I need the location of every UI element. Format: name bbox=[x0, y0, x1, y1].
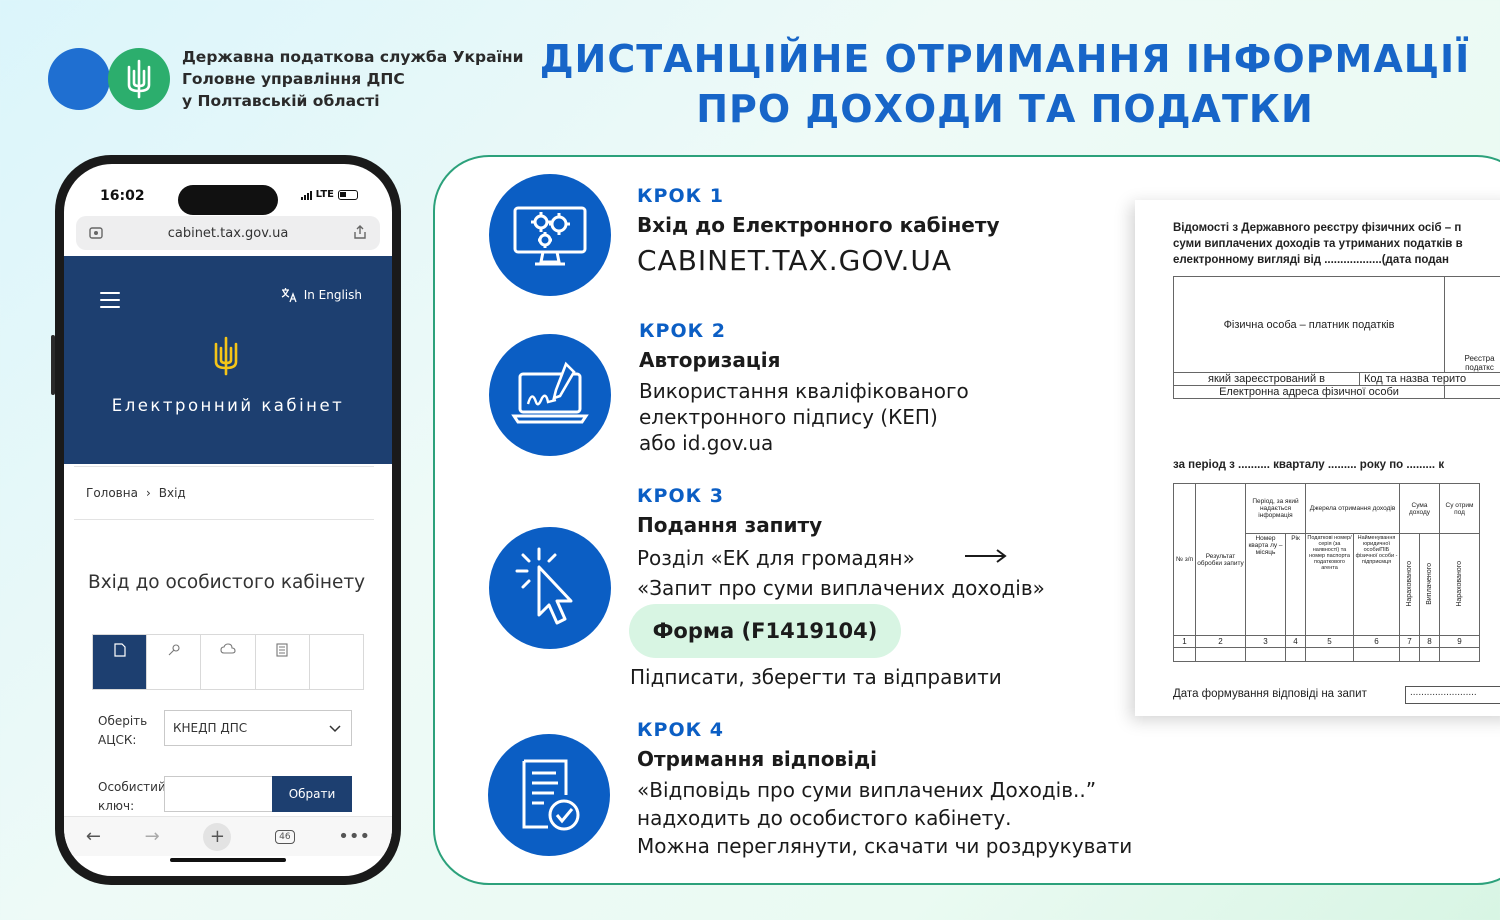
key-file-input[interactable] bbox=[164, 776, 272, 812]
tabs-count[interactable]: 46 bbox=[275, 830, 294, 844]
step-2-line-1: Використання кваліфікованого bbox=[639, 379, 969, 403]
doc-payer-table bbox=[1173, 276, 1500, 399]
acsk-label-line-1: Оберіть bbox=[98, 714, 148, 728]
document-check-icon bbox=[514, 755, 584, 835]
divider bbox=[74, 466, 374, 467]
chevron-down-icon bbox=[329, 722, 341, 734]
network-type: LTE bbox=[315, 189, 334, 200]
step-3-heading: Подання запиту bbox=[637, 513, 823, 537]
lang-link[interactable]: In English bbox=[303, 288, 362, 302]
step-2-heading: Авторизація bbox=[639, 348, 781, 372]
doc-period: за період з .......... кварталу ......... року по ......... к bbox=[1173, 459, 1445, 471]
acsk-label bbox=[98, 712, 147, 750]
step-1-icon bbox=[489, 174, 611, 296]
step-4-heading: Отримання відповіді bbox=[637, 747, 877, 771]
back-icon[interactable]: ← bbox=[85, 826, 101, 847]
doc-heading bbox=[1173, 220, 1463, 268]
step-4-line-2: надходить до особистого кабінету. bbox=[637, 806, 1012, 830]
logo-trident-circle bbox=[108, 48, 170, 110]
doc-territory-cell: Код та назва терито bbox=[1360, 373, 1500, 386]
doc-col-paid: Виплаченого bbox=[1426, 562, 1433, 605]
doc-num-cell: 1 bbox=[1174, 636, 1196, 648]
acsk-label-line-2: АЦСК: bbox=[98, 733, 137, 747]
doc-col-sources: Джерела отримання доходів bbox=[1306, 484, 1400, 534]
step-3-after: Підписати, зберегти та відправити bbox=[630, 665, 1002, 689]
doc-num-cell: 9 bbox=[1440, 636, 1480, 648]
cursor-click-icon bbox=[513, 545, 587, 631]
org-line-1: Державна податкова служба України bbox=[182, 48, 524, 66]
coat-of-arms-icon bbox=[212, 336, 240, 376]
chevron-right-icon: › bbox=[145, 486, 151, 500]
key-label-line-2: ключ: bbox=[98, 799, 135, 813]
doc-num-cell: 3 bbox=[1246, 636, 1286, 648]
tab-empty[interactable] bbox=[310, 635, 363, 689]
address-bar[interactable] bbox=[76, 216, 380, 250]
status-bar bbox=[64, 164, 392, 220]
site-settings-icon[interactable] bbox=[88, 225, 104, 241]
step-4-line-1: «Відповідь про суми виплачених Доходів..” bbox=[637, 778, 1097, 802]
doc-date-label: Дата формування відповіді на запит bbox=[1173, 688, 1367, 700]
page-title bbox=[530, 34, 1480, 134]
doc-register-line-2: податкс bbox=[1465, 363, 1494, 372]
step-4-label: КРОК 4 bbox=[637, 719, 724, 741]
menu-icon[interactable] bbox=[100, 292, 120, 308]
doc-heading-line-3: електронному вигляді від ..................(дата подан bbox=[1173, 254, 1449, 266]
step-4-icon bbox=[488, 734, 610, 856]
translate-icon bbox=[280, 286, 298, 304]
cabinet-url[interactable]: CABINET.TAX.GOV.UA bbox=[637, 244, 952, 277]
status-indicators bbox=[301, 189, 358, 200]
doc-num-cell: 6 bbox=[1354, 636, 1400, 648]
org-line-2: Головне управління ДПС bbox=[182, 70, 405, 88]
step-2-icon bbox=[489, 334, 611, 456]
dynamic-island bbox=[178, 185, 278, 215]
title-line-2: ПРО ДОХОДИ ТА ПОДАТКИ bbox=[696, 87, 1314, 131]
login-title: Вхід до особистого кабінету bbox=[88, 572, 366, 593]
cabinet-title: Електронний кабінет bbox=[111, 396, 345, 415]
status-time: 16:02 bbox=[100, 188, 145, 204]
doc-payer-cell: Фізична особа – платник податків bbox=[1174, 277, 1445, 373]
tab-cloud-key[interactable] bbox=[201, 635, 255, 689]
trident-logo-icon bbox=[125, 59, 153, 99]
arrow-right-icon bbox=[963, 548, 1009, 564]
doc-col-period: Період, за який надається інформація bbox=[1246, 484, 1306, 534]
doc-income-table bbox=[1173, 483, 1480, 662]
hardware-key-icon bbox=[167, 643, 181, 657]
url-text[interactable]: cabinet.tax.gov.ua bbox=[167, 225, 289, 241]
doc-num-cell: 7 bbox=[1400, 636, 1420, 648]
share-icon[interactable] bbox=[352, 224, 368, 240]
doc-col-quarter: Номер кварта лу – місяць bbox=[1246, 534, 1286, 636]
tab-hardware-key[interactable] bbox=[147, 635, 201, 689]
signal-icon bbox=[301, 190, 312, 200]
doc-col-sum2: Су отрим под bbox=[1440, 484, 1480, 534]
tab-smart-id[interactable] bbox=[256, 635, 310, 689]
file-key-icon bbox=[114, 643, 126, 657]
more-icon[interactable]: ••• bbox=[338, 826, 371, 847]
step-4-line-3: Можна переглянути, скачати чи роздрукувати bbox=[637, 834, 1133, 858]
step-1-heading: Вхід до Електронного кабінету bbox=[637, 213, 1000, 237]
key-label-line-1: Особистий bbox=[98, 780, 166, 794]
acsk-select-value: КНЕДП ДПС bbox=[173, 721, 248, 735]
laptop-signature-icon bbox=[510, 360, 590, 430]
step-2-line-3: або id.gov.ua bbox=[639, 431, 774, 455]
doc-num-cell: 8 bbox=[1420, 636, 1440, 648]
smart-id-icon bbox=[276, 643, 288, 657]
doc-date-box: ........................ bbox=[1405, 686, 1500, 704]
battery-icon bbox=[338, 190, 358, 200]
step-3-label: КРОК 3 bbox=[637, 485, 724, 507]
forward-icon[interactable]: → bbox=[144, 826, 160, 847]
doc-col-accrued: Нарахованого bbox=[1406, 560, 1413, 607]
step-2-text bbox=[639, 378, 969, 456]
phone-screen bbox=[64, 164, 392, 876]
phone-mockup bbox=[55, 155, 401, 885]
doc-registered-cell: який зареєстрований в bbox=[1174, 373, 1360, 386]
breadcrumb-home[interactable]: Головна bbox=[86, 486, 138, 500]
step-4-text bbox=[637, 776, 1132, 860]
doc-num-cell: 4 bbox=[1286, 636, 1306, 648]
doc-col-no: № з/п bbox=[1174, 484, 1196, 636]
response-document-preview bbox=[1135, 200, 1500, 716]
doc-heading-line-2: суми виплачених доходів та утриманих податків в bbox=[1173, 238, 1463, 250]
tab-file-key[interactable] bbox=[93, 635, 147, 689]
home-indicator bbox=[170, 858, 286, 862]
form-badge[interactable]: Форма (F1419104) bbox=[629, 604, 901, 658]
org-line-3: у Полтавській області bbox=[182, 92, 380, 110]
doc-heading-line-1: Відомості з Державного реєстру фізичних осіб – п bbox=[1173, 222, 1462, 234]
breadcrumb-current: Вхід bbox=[158, 486, 186, 500]
language-switch[interactable] bbox=[280, 286, 362, 304]
title-line-1: ДИСТАНЦІЙНЕ ОТРИМАННЯ ІНФОРМАЦІЇ bbox=[539, 37, 1471, 81]
doc-email-cell: Електронна адреса фізичної особи bbox=[1174, 386, 1445, 399]
logo-blue-circle bbox=[48, 48, 110, 110]
doc-col-year: Рік bbox=[1286, 534, 1306, 636]
doc-col-sum: Сума доходу bbox=[1400, 484, 1440, 534]
step-2-line-2: електронного підпису (КЕП) bbox=[639, 405, 938, 429]
acsk-select[interactable] bbox=[164, 710, 352, 746]
doc-col-accrued2: Нарахованого bbox=[1456, 560, 1463, 607]
browser-toolbar bbox=[64, 816, 392, 856]
key-label bbox=[98, 778, 166, 816]
doc-col-result: Результат обробки запиту bbox=[1196, 484, 1246, 636]
doc-num-cell: 2 bbox=[1196, 636, 1246, 648]
divider bbox=[74, 519, 374, 520]
step-2-label: КРОК 2 bbox=[639, 320, 726, 342]
step-3-line-2: «Запит про суми виплачених доходів» bbox=[637, 576, 1045, 600]
step-3-icon bbox=[489, 527, 611, 649]
doc-num-cell: 5 bbox=[1306, 636, 1354, 648]
step-1-label: КРОК 1 bbox=[637, 185, 724, 207]
monitor-gears-icon bbox=[511, 198, 589, 272]
doc-col-agent: Податкові номер/серія (за наявності) та номер паспорта податкового агента bbox=[1306, 534, 1354, 636]
doc-register-cell bbox=[1445, 277, 1500, 373]
breadcrumb bbox=[86, 486, 186, 500]
cabinet-header bbox=[64, 256, 392, 464]
organization-name bbox=[182, 46, 523, 112]
key-type-tabs bbox=[92, 634, 364, 690]
step-3-line-1: Розділ «ЕК для громадян» bbox=[637, 546, 915, 570]
choose-key-button[interactable]: Обрати bbox=[272, 776, 352, 812]
cloud-key-icon bbox=[220, 643, 236, 655]
doc-register-line-1: Реєстра bbox=[1464, 354, 1495, 363]
new-tab-icon[interactable]: + bbox=[203, 823, 231, 851]
doc-col-agent-name: Найменування юридичної особи/ПІБ фізичної особи - підприємця bbox=[1354, 534, 1400, 636]
